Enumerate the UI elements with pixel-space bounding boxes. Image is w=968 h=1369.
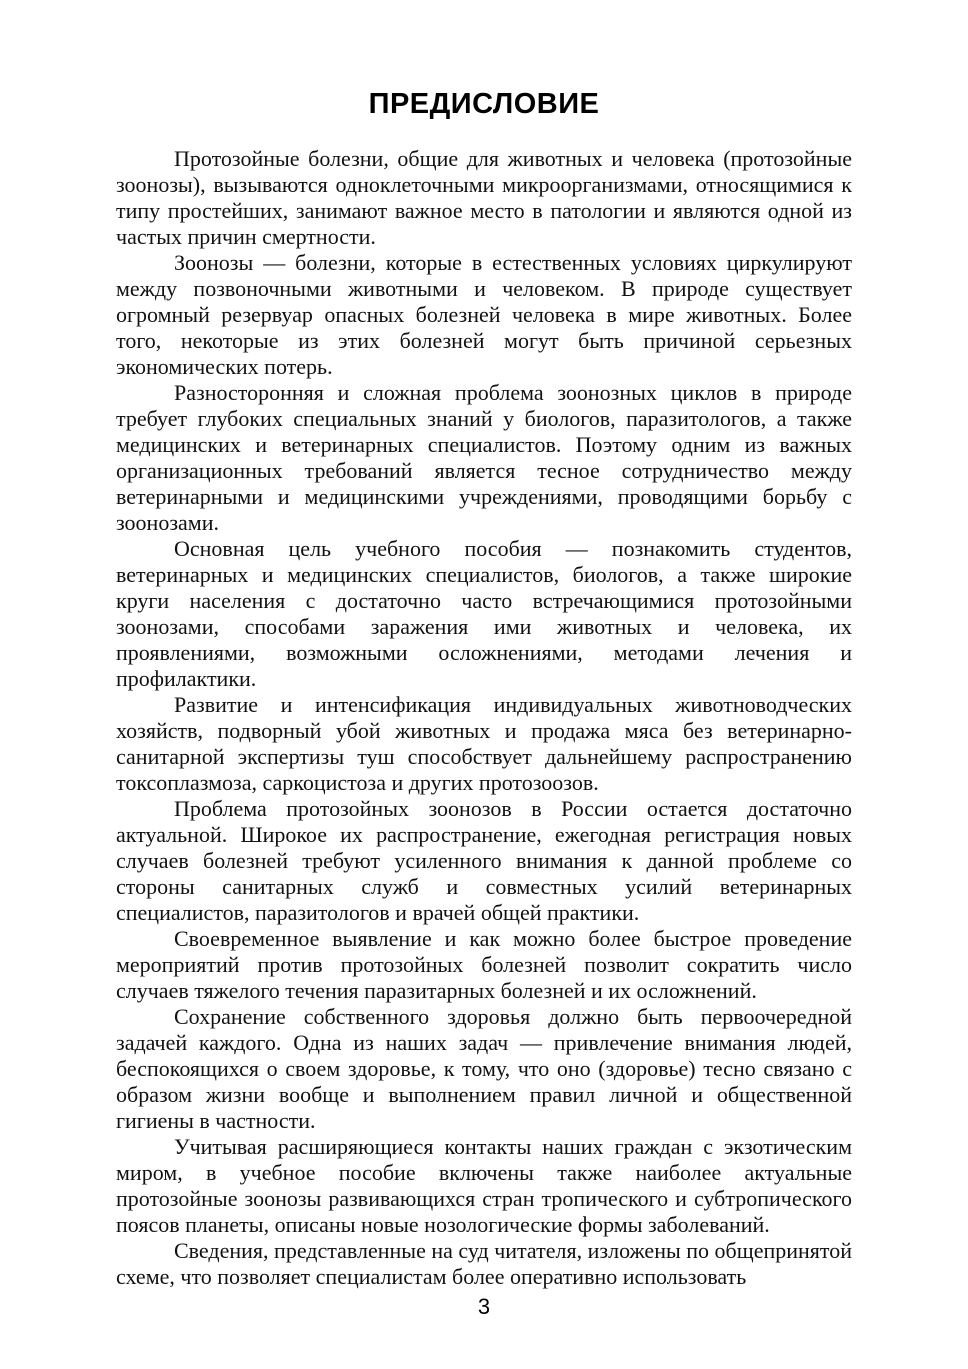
paragraph: Протозойные болезни, общие для животных и человека (протозойные зоонозы), вызываются одноклеточными микроорганизмами, относящимися к типу простейших, занимают важное место в патологии и являются одной из частых причин смертности.: [116, 146, 852, 249]
paragraph: Сведения, представленные на суд читателя, изложены по общепринятой схеме, что позволяет специалистам более оперативно использовать: [116, 1238, 852, 1289]
paragraph: Зоонозы — болезни, которые в естественных условиях циркулируют между позвоночными животными и человеком. В природе существует огромный резервуар опасных болезней человека в мире животных. Более того, некоторые из этих болезней могут быть причиной серьезных экономических потерь.: [116, 250, 852, 379]
paragraph: Сохранение собственного здоровья должно быть первоочередной задачей каждого. Одна из наших задач — привлечение внимания людей, беспокоящихся о своем здоровье, к тому, что оно (здоровье) тесно связано с образом жизни вообще и выполнением правил личной и общественной гигиены в частности.: [116, 1004, 852, 1133]
page-title: ПРЕДИСЛОВИЕ: [368, 88, 600, 120]
paragraph: Своевременное выявление и как можно более быстрое проведение мероприятий против протозойных болезней позволит сократить число случаев тяжелого течения паразитарных болезней и их осложнений.: [116, 926, 852, 1003]
page-number: 3: [477, 1294, 491, 1319]
paragraph: Разносторонняя и сложная проблема зоонозных циклов в природе требует глубоких специальных знаний у биологов, паразитологов, а также медицинских и ветеринарных специалистов. Поэтому одним из важных организационных требований является тесное сотрудничество между ветеринарными и медицинскими учреждениями, проводящими борьбу с зоонозами.: [116, 380, 852, 535]
body-text: [116, 146, 852, 1290]
paragraph: Учитывая расширяющиеся контакты наших граждан с экзотическим миром, в учебное пособие включены также наиболее актуальные протозойные зоонозы развивающихся стран тропического и субтропического поясов планеты, описаны новые нозологические формы заболеваний.: [116, 1134, 852, 1237]
paragraph: Развитие и интенсификация индивидуальных животноводческих хозяйств, подворный убой животных и продажа мяса без ветеринарно-санитарной экспертизы туш способствует дальнейшему распространению токсоплазмоза, саркоцистоза и других протозоозов.: [116, 692, 852, 795]
paragraph: Основная цель учебного пособия — познакомить студентов, ветеринарных и медицинских специалистов, биологов, а также широкие круги населения с достаточно часто встречающимися протозойными зоонозами, способами заражения ими животных и человека, их проявлениями, возможными осложнениями, методами лечения и профилактики.: [116, 536, 852, 691]
paragraph: Проблема протозойных зоонозов в России остается достаточно актуальной. Широкое их распространение, ежегодная регистрация новых случаев болезней требуют усиленного внимания к данной проблеме со стороны санитарных служб и совместных усилий ветеринарных специалистов, паразитологов и врачей общей практики.: [116, 796, 852, 925]
